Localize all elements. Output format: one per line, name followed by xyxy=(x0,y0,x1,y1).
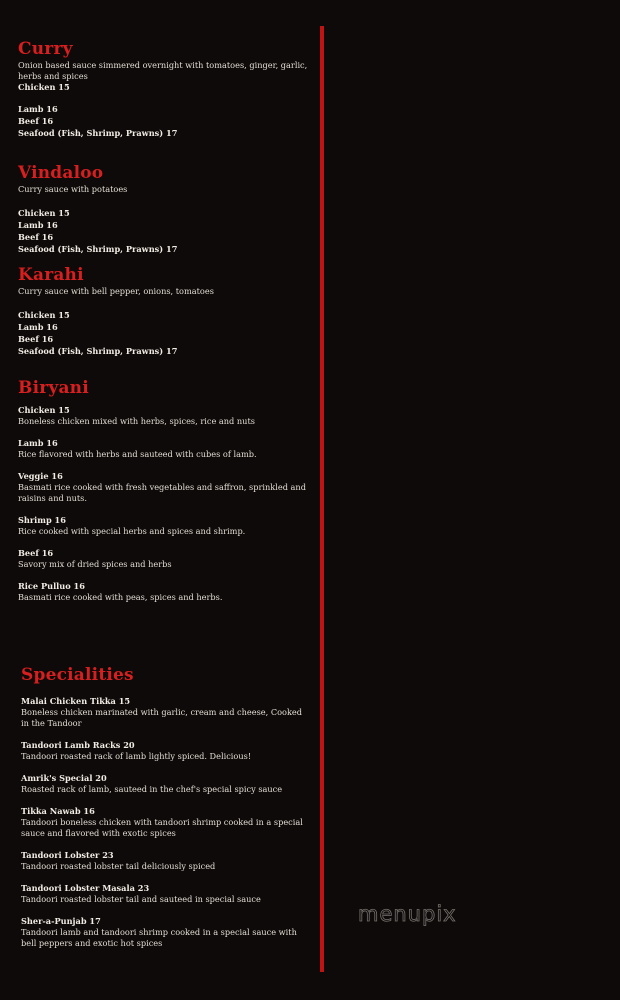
item-name: Veggie 16 xyxy=(18,471,63,481)
section-title: Biryani xyxy=(18,378,89,398)
item-name: Tandoori Lamb Racks 20 xyxy=(21,740,135,750)
item-name: Malai Chicken Tikka 15 xyxy=(21,696,131,706)
item-description: Boneless chicken mixed with herbs, spices, rice and nuts xyxy=(18,416,255,426)
item-name: Shrimp 16 xyxy=(18,515,66,525)
item-name: Lamb 16 xyxy=(18,220,58,230)
menu-item xyxy=(18,581,312,603)
item-name: Chicken 15 xyxy=(18,82,70,92)
menu-item xyxy=(18,334,312,345)
section-vindaloo xyxy=(18,162,312,255)
item-name: Beef 16 xyxy=(18,334,54,344)
menu-item xyxy=(18,104,312,115)
menu-item xyxy=(18,244,312,255)
item-description: Rice cooked with special herbs and spices and shrimp. xyxy=(18,526,246,536)
column-divider xyxy=(320,26,324,972)
item-description: Basmati rice cooked with peas, spices and herbs. xyxy=(18,592,223,602)
menu-item xyxy=(18,438,312,460)
menu-item xyxy=(18,405,312,427)
section-title: Karahi xyxy=(18,265,84,285)
menu-item xyxy=(18,515,312,537)
item-name: Amrik's Special 20 xyxy=(21,773,107,783)
item-description: Tandoori lamb and tandoori shrimp cooked in a special sauce with bell peppers and exotic hot spices xyxy=(21,927,297,948)
item-description: Basmati rice cooked with fresh vegetables and saffron, sprinkled and raisins and nuts. xyxy=(18,482,306,503)
section-description: Onion based sauce simmered overnight with tomatoes, ginger, garlic, herbs and spices xyxy=(18,60,308,81)
item-name: Sher-a-Punjab 17 xyxy=(21,916,101,926)
section-biryani xyxy=(18,377,312,603)
item-name: Lamb 16 xyxy=(18,104,58,114)
item-name: Seafood (Fish, Shrimp, Prawns) 17 xyxy=(18,346,178,356)
item-name: Seafood (Fish, Shrimp, Prawns) 17 xyxy=(18,244,178,254)
item-description: Rice flavored with herbs and sauteed with cubes of lamb. xyxy=(18,449,257,459)
menu-item xyxy=(18,82,312,93)
item-name: Tikka Nawab 16 xyxy=(21,806,95,816)
menu-item xyxy=(21,806,315,839)
item-name: Seafood (Fish, Shrimp, Prawns) 17 xyxy=(18,128,178,138)
item-description: Tandoori boneless chicken with tandoori shrimp cooked in a special sauce and flavored with exotic spices xyxy=(21,817,303,838)
item-description: Tandoori roasted rack of lamb lightly spiced. Delicious! xyxy=(21,751,252,761)
item-name: Tandoori Lobster 23 xyxy=(21,850,114,860)
menu-item xyxy=(21,850,315,872)
menu-item xyxy=(18,346,312,357)
item-description: Roasted rack of lamb, sauteed in the chef's special spicy sauce xyxy=(21,784,283,794)
item-name: Beef 16 xyxy=(18,548,54,558)
section-title: Specialities xyxy=(21,665,134,685)
item-name: Beef 16 xyxy=(18,232,54,242)
item-name: Tandoori Lobster Masala 23 xyxy=(21,883,150,893)
menu-item xyxy=(18,471,312,504)
item-name: Chicken 15 xyxy=(18,310,70,320)
menu-item xyxy=(21,916,315,949)
section-description: Curry sauce with bell pepper, onions, tomatoes xyxy=(18,286,214,296)
section-title: Curry xyxy=(18,39,73,59)
item-name: Beef 16 xyxy=(18,116,54,126)
section-curry xyxy=(18,38,312,139)
item-description: Savory mix of dried spices and herbs xyxy=(18,559,172,569)
item-description: Tandoori roasted lobster tail and sauteed in special sauce xyxy=(21,894,261,904)
item-description: Boneless chicken marinated with garlic, cream and cheese, Cooked in the Tandoor xyxy=(21,707,303,728)
section-karahi xyxy=(18,264,312,357)
watermark-logo: menupix xyxy=(358,902,457,926)
item-name: Lamb 16 xyxy=(18,438,58,448)
menu-item xyxy=(21,696,315,729)
menu-item xyxy=(18,128,312,139)
section-specialities xyxy=(21,664,315,949)
section-description: Curry sauce with potatoes xyxy=(18,184,128,194)
menu-item xyxy=(18,208,312,219)
item-description: Tandoori roasted lobster tail deliciously spiced xyxy=(21,861,216,871)
menu-item xyxy=(21,740,315,762)
item-name: Rice Pulluo 16 xyxy=(18,581,85,591)
item-name: Chicken 15 xyxy=(18,208,70,218)
menu-item xyxy=(21,883,315,905)
item-name: Lamb 16 xyxy=(18,322,58,332)
menu-item xyxy=(18,548,312,570)
menu-item xyxy=(18,116,312,127)
menu-item xyxy=(18,220,312,231)
menu-item xyxy=(18,232,312,243)
menu-item xyxy=(18,322,312,333)
section-title: Vindaloo xyxy=(18,163,104,183)
menu-item xyxy=(21,773,315,795)
item-name: Chicken 15 xyxy=(18,405,70,415)
menu-item xyxy=(18,310,312,321)
